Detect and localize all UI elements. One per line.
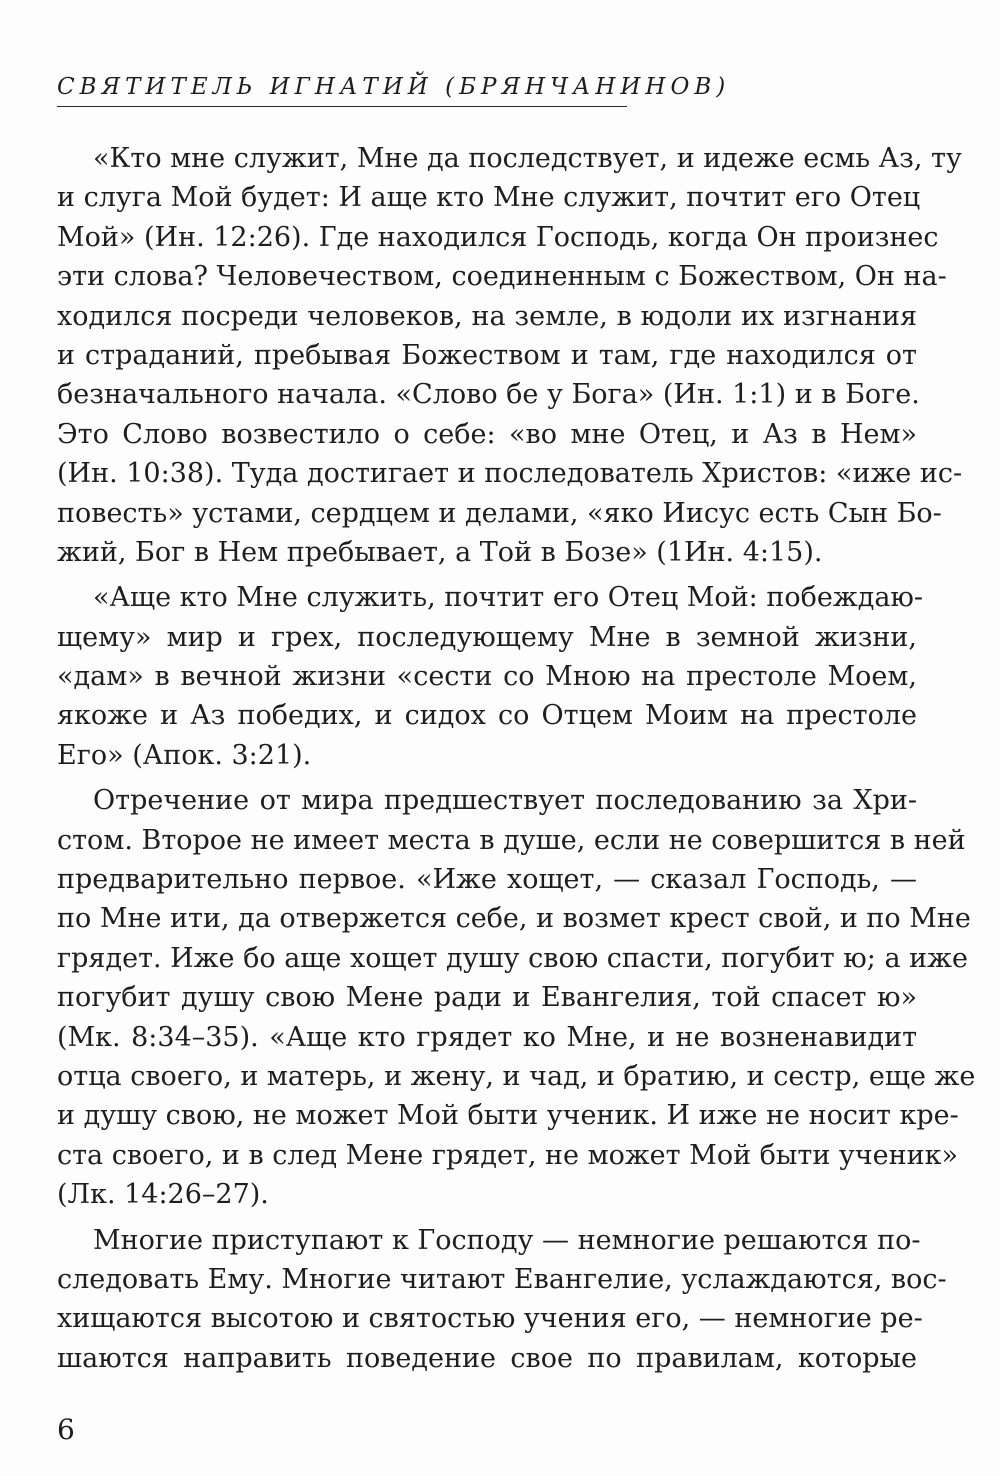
text-line: шаются направить поведение свое по правилам, которые <box>57 1342 917 1374</box>
text-line: «Кто мне служит, Мне да последствует, и идеже есмь Аз, ту <box>93 143 962 174</box>
text-line: Отречение от мира предшествует последованию за Хри- <box>93 785 917 817</box>
text-line: и душу свою, не может Мой быти ученик. И иже не носит кре- <box>57 1100 959 1132</box>
text-line: эти слова? Человечеством, соединенным с Божеством, Он на- <box>57 261 947 293</box>
paragraph-1 <box>57 139 963 572</box>
text-line: отца своего, и матерь, и жену, и чад, и братию, и сестр, еще же <box>57 1060 976 1092</box>
text-line: следовать Ему. Многие читают Евангелие, услаждаются, вос- <box>57 1263 947 1295</box>
text-line: Это Слово возвестило о себе: «во мне Отец, и Аз в Нем» <box>57 418 917 450</box>
body-text <box>57 139 976 1384</box>
text-line: безначального начала. «Слово бе у Бога» (Ин. 1:1) и в Боге. <box>57 379 920 411</box>
text-line: ходился посреди человеков, на земле, в юдоли их изгнания <box>57 300 917 332</box>
text-line: (Мк. 8:34–35). «Аще кто грядет ко Мне, и не возненавидит <box>57 1021 917 1053</box>
text-line: грядет. Иже бо аще хощет душу свою спасти, погубит ю; а иже <box>57 942 968 974</box>
text-line: «дам» в вечной жизни «сести со Мною на престоле Моем, <box>57 661 917 693</box>
paragraph-3 <box>57 781 976 1214</box>
text-line: «Аще кто Мне служить, почтит его Отец Мой: побеждаю- <box>93 582 924 614</box>
text-line: по Мне ити, да отвержется себе, и возмет крест свой, и по Мне <box>57 903 971 935</box>
running-head: СВЯТИТЕЛЬ ИГНАТИЙ (БРЯНЧАНИНОВ) <box>57 70 627 107</box>
text-line: Многие приступают к Господу — немногие решаются по- <box>93 1224 921 1256</box>
text-line: и страданий, пребывая Божеством и там, где находился от <box>57 339 917 371</box>
page-number: 6 <box>57 1413 75 1446</box>
text-line: и слуга Мой будет: И аще кто Мне служит, почтит его Отец <box>57 182 921 214</box>
paragraph-2 <box>57 578 924 775</box>
text-line: хищаются высотою и святостью учения его, — немногие ре- <box>57 1303 923 1335</box>
text-line: ста своего, и в след Мене грядет, не может Мой быти ученик» <box>57 1139 959 1171</box>
text-line: повесть» устами, сердцем и делами, «яко Иисус есть Сын Бо- <box>57 497 942 529</box>
paragraph-4 <box>57 1221 947 1379</box>
text-line: щему» мир и грех, последующему Мне в земной жизни, <box>57 621 917 653</box>
text-line: стом. Второе не имеет места в душе, если не совершится в ней <box>57 824 966 856</box>
text-line: (Ин. 10:38). Туда достигает и последователь Христов: «иже ис- <box>57 458 963 490</box>
text-line: Мой» (Ин. 12:26). Где находился Господь, когда Он произнес <box>57 221 939 253</box>
text-line: (Лк. 14:26–27). <box>57 1179 269 1211</box>
text-line: предварительно первое. «Иже хощет, — сказал Господь, — <box>57 864 917 896</box>
text-line: Его» (Апок. 3:21). <box>57 739 312 771</box>
text-line: погубит душу свою Мене ради и Евангелия, той спасет ю» <box>57 982 917 1014</box>
text-line: якоже и Аз победих, и сидох со Отцем Моим на престоле <box>57 700 917 732</box>
text-line: жий, Бог в Нем пребывает, а Той в Бозе» (1Ин. 4:15). <box>57 536 823 568</box>
